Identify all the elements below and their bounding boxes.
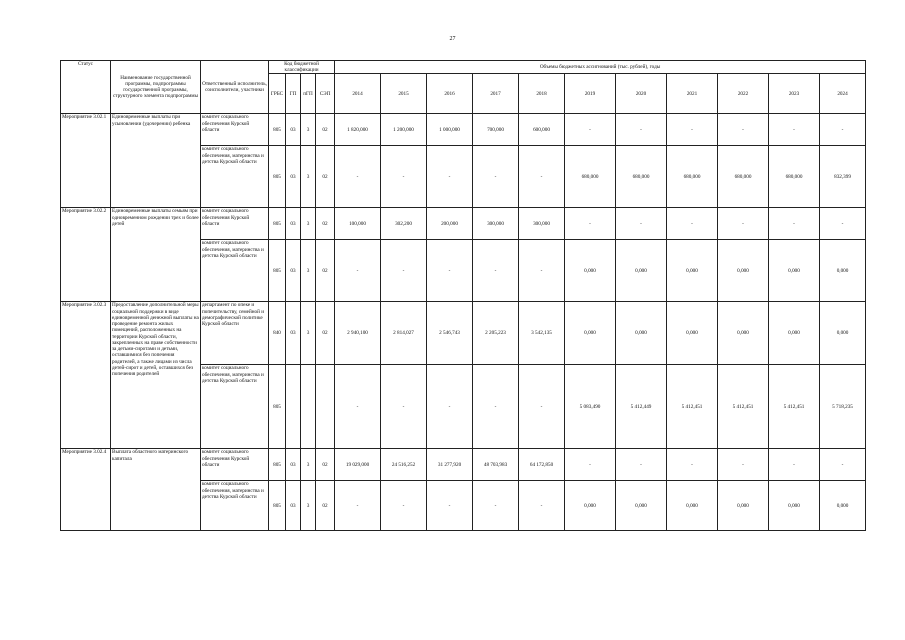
row-value-cell: 5 083,490 — [565, 365, 616, 449]
row-value-cell: 3 542,135 — [519, 302, 565, 365]
row-value-cell: 5 718,235 — [820, 365, 866, 449]
row-value-cell: 0,000 — [565, 240, 616, 302]
row-value-cell: 680,000 — [769, 146, 820, 208]
row-value-cell: - — [427, 240, 473, 302]
row-code-cell: 3 — [301, 240, 316, 302]
row-executor: комитет социального обеспечения Курской области — [201, 114, 269, 146]
table-row — [61, 302, 866, 365]
row-status: Мероприятие 3.02.4 — [61, 449, 111, 531]
row-code-cell — [286, 365, 301, 449]
row-value-cell: - — [473, 365, 519, 449]
row-code-cell: 805 — [269, 449, 286, 481]
row-executor: комитет социального обеспечения Курской области — [201, 208, 269, 240]
header-year: 2020 — [616, 74, 667, 114]
header-year: 2018 — [519, 74, 565, 114]
row-value-cell: 832,399 — [820, 146, 866, 208]
row-code-cell: 02 — [316, 481, 335, 531]
row-code-cell: 02 — [316, 240, 335, 302]
row-status: Мероприятие 3.02.2 — [61, 208, 111, 302]
row-value-cell: - — [820, 114, 866, 146]
row-value-cell: - — [616, 114, 667, 146]
row-code-cell: 805 — [269, 114, 286, 146]
row-code-cell: 03 — [286, 146, 301, 208]
row-value-cell: - — [381, 365, 427, 449]
row-value-cell: 0,000 — [616, 302, 667, 365]
row-value-cell: 0,000 — [667, 302, 718, 365]
row-code-cell: 02 — [316, 302, 335, 365]
table-row — [61, 208, 866, 240]
header-volume: Объемы бюджетных ассигнований (тыс. рублей), годы — [335, 61, 866, 74]
row-value-cell: 1 820,000 — [335, 114, 381, 146]
row-value-cell: 0,000 — [667, 481, 718, 531]
row-value-cell: - — [718, 114, 769, 146]
row-value-cell: 680,000 — [616, 146, 667, 208]
row-code-cell: 03 — [286, 449, 301, 481]
row-value-cell: 0,000 — [718, 302, 769, 365]
row-executor: департамент по опеке и попечительству, семейной и демографической политике Курской области — [201, 302, 269, 365]
row-value-cell: - — [519, 481, 565, 531]
row-value-cell: 5 412,451 — [718, 365, 769, 449]
row-value-cell: 0,000 — [667, 240, 718, 302]
row-value-cell: 48 703,983 — [473, 449, 519, 481]
row-code-cell: 02 — [316, 114, 335, 146]
header-year: 2016 — [427, 74, 473, 114]
row-code-cell: 805 — [269, 208, 286, 240]
row-value-cell: 0,000 — [820, 302, 866, 365]
header-name: Наименование государственной программы, подпрограммы государственной программы, структурного элемента подпрограммы — [111, 61, 201, 114]
header-year: 2024 — [820, 74, 866, 114]
row-value-cell: - — [565, 114, 616, 146]
header-code-pgp: пГП — [301, 74, 316, 114]
row-value-cell: - — [769, 449, 820, 481]
row-value-cell: - — [820, 449, 866, 481]
row-value-cell: - — [427, 481, 473, 531]
row-code-cell: 02 — [316, 146, 335, 208]
row-value-cell: 0,000 — [718, 240, 769, 302]
row-name: Единовременные выплаты при усыновлении (удочерении) ребенка — [111, 114, 201, 208]
row-value-cell: 0,000 — [718, 481, 769, 531]
row-executor: комитет социального обеспечения, материнства и детства Курской области — [201, 146, 269, 208]
row-value-cell: 300,000 — [519, 208, 565, 240]
row-value-cell: 0,000 — [616, 481, 667, 531]
row-name: Единовременные выплаты семьям при одновременном рождении трех и более детей — [111, 208, 201, 302]
header-code-sep: СЭП — [316, 74, 335, 114]
row-value-cell: - — [473, 146, 519, 208]
row-value-cell: 0,000 — [565, 481, 616, 531]
row-code-cell: 3 — [301, 146, 316, 208]
row-value-cell: - — [473, 481, 519, 531]
row-code-cell — [301, 365, 316, 449]
row-value-cell: 680,000 — [718, 146, 769, 208]
header-code-grbs: ГРБС — [269, 74, 286, 114]
row-value-cell: 100,000 — [335, 208, 381, 240]
header-year: 2017 — [473, 74, 519, 114]
header-year: 2015 — [381, 74, 427, 114]
row-executor: комитет социального обеспечения, материнства и детства Курской области — [201, 240, 269, 302]
row-code-cell: 805 — [269, 481, 286, 531]
row-value-cell: - — [616, 208, 667, 240]
page-number: 27 — [449, 36, 456, 42]
header-code-gp: ГП — [286, 74, 301, 114]
row-code-cell: 3 — [301, 481, 316, 531]
row-value-cell: - — [427, 146, 473, 208]
row-value-cell: - — [335, 481, 381, 531]
row-executor: комитет социального обеспечения, материнства и детства Курской области — [201, 481, 269, 531]
row-value-cell: 700,000 — [473, 114, 519, 146]
row-value-cell: 0,000 — [616, 240, 667, 302]
row-name: Выплата областного материнского капитала — [111, 449, 201, 531]
row-value-cell: - — [565, 449, 616, 481]
row-value-cell: - — [820, 208, 866, 240]
row-value-cell: 200,000 — [427, 208, 473, 240]
header-budget-code: Код бюджетной классификации — [269, 61, 335, 74]
row-value-cell: - — [519, 365, 565, 449]
row-value-cell: 31 277,920 — [427, 449, 473, 481]
row-value-cell: - — [335, 365, 381, 449]
row-value-cell: 2 940,100 — [335, 302, 381, 365]
row-value-cell: - — [381, 240, 427, 302]
row-code-cell: 02 — [316, 208, 335, 240]
row-executor: комитет социального обеспечения, материнства и детства Курской области — [201, 365, 269, 449]
row-value-cell: 2 546,743 — [427, 302, 473, 365]
row-value-cell: - — [718, 208, 769, 240]
header-year: 2023 — [769, 74, 820, 114]
row-executor: комитет социального обеспечения Курской области — [201, 449, 269, 481]
header-year: 2021 — [667, 74, 718, 114]
row-code-cell — [316, 365, 335, 449]
row-value-cell: 680,000 — [565, 146, 616, 208]
row-value-cell: 2 205,223 — [473, 302, 519, 365]
row-code-cell: 03 — [286, 114, 301, 146]
row-value-cell: - — [769, 208, 820, 240]
row-value-cell: 24 516,252 — [381, 449, 427, 481]
row-value-cell: - — [667, 449, 718, 481]
row-value-cell: - — [769, 114, 820, 146]
row-value-cell: - — [381, 481, 427, 531]
table-row — [61, 114, 866, 146]
row-value-cell: 0,000 — [565, 302, 616, 365]
row-value-cell: - — [381, 146, 427, 208]
row-value-cell: 0,000 — [769, 302, 820, 365]
row-value-cell: 19 029,000 — [335, 449, 381, 481]
row-value-cell: - — [718, 449, 769, 481]
header-year: 2022 — [718, 74, 769, 114]
row-value-cell: - — [667, 208, 718, 240]
row-code-cell: 840 — [269, 302, 286, 365]
row-code-cell: 3 — [301, 208, 316, 240]
row-value-cell: 0,000 — [820, 481, 866, 531]
row-status: Мероприятие 3.02.1 — [61, 114, 111, 208]
row-code-cell: 02 — [316, 449, 335, 481]
header-year: 2014 — [335, 74, 381, 114]
row-value-cell: 300,000 — [473, 208, 519, 240]
row-value-cell: 1 200,000 — [381, 114, 427, 146]
row-value-cell: - — [473, 240, 519, 302]
header-status: Статус — [61, 61, 111, 114]
row-value-cell: 64 172,850 — [519, 449, 565, 481]
row-value-cell: 5 412,451 — [667, 365, 718, 449]
row-code-cell: 3 — [301, 302, 316, 365]
row-value-cell: - — [335, 240, 381, 302]
row-value-cell: - — [667, 114, 718, 146]
row-value-cell: 680,000 — [667, 146, 718, 208]
row-value-cell: 5 412,449 — [616, 365, 667, 449]
row-code-cell: 03 — [286, 208, 301, 240]
row-code-cell: 3 — [301, 449, 316, 481]
row-name: Предоставление дополнительной меры социальной поддержки в виде единовременной денежной выплаты на проведение ремонта жилых помещений, расположенных на территории Курской области, закрепленных на праве собственности за детьми-сиротами и детьми, оставшимися без попечения родителей, а также лицами из числа детей-сирот и детей, оставшихся без попечения родителей — [111, 302, 201, 449]
row-value-cell: 0,000 — [769, 240, 820, 302]
budget-table-container — [60, 60, 853, 531]
row-value-cell: 0,000 — [769, 481, 820, 531]
row-value-cell: 1 000,000 — [427, 114, 473, 146]
row-value-cell: 5 412,451 — [769, 365, 820, 449]
budget-allocation-table — [60, 60, 866, 531]
row-value-cell: - — [565, 208, 616, 240]
row-value-cell: 0,000 — [820, 240, 866, 302]
row-value-cell: 600,000 — [519, 114, 565, 146]
header-executor: Ответственный исполнитель, соисполнители, участники — [201, 61, 269, 114]
row-code-cell: 03 — [286, 240, 301, 302]
row-value-cell: - — [519, 240, 565, 302]
row-value-cell: 2 814,027 — [381, 302, 427, 365]
row-status: Мероприятие 3.02.3 — [61, 302, 111, 449]
row-value-cell: - — [335, 146, 381, 208]
row-code-cell: 3 — [301, 114, 316, 146]
row-value-cell: 302,200 — [381, 208, 427, 240]
header-year: 2019 — [565, 74, 616, 114]
row-code-cell: 805 — [269, 365, 286, 449]
row-code-cell: 03 — [286, 302, 301, 365]
row-code-cell: 805 — [269, 240, 286, 302]
row-code-cell: 805 — [269, 146, 286, 208]
row-value-cell: - — [616, 449, 667, 481]
row-value-cell: - — [427, 365, 473, 449]
table-row — [61, 449, 866, 481]
row-value-cell: - — [519, 146, 565, 208]
row-code-cell: 03 — [286, 481, 301, 531]
